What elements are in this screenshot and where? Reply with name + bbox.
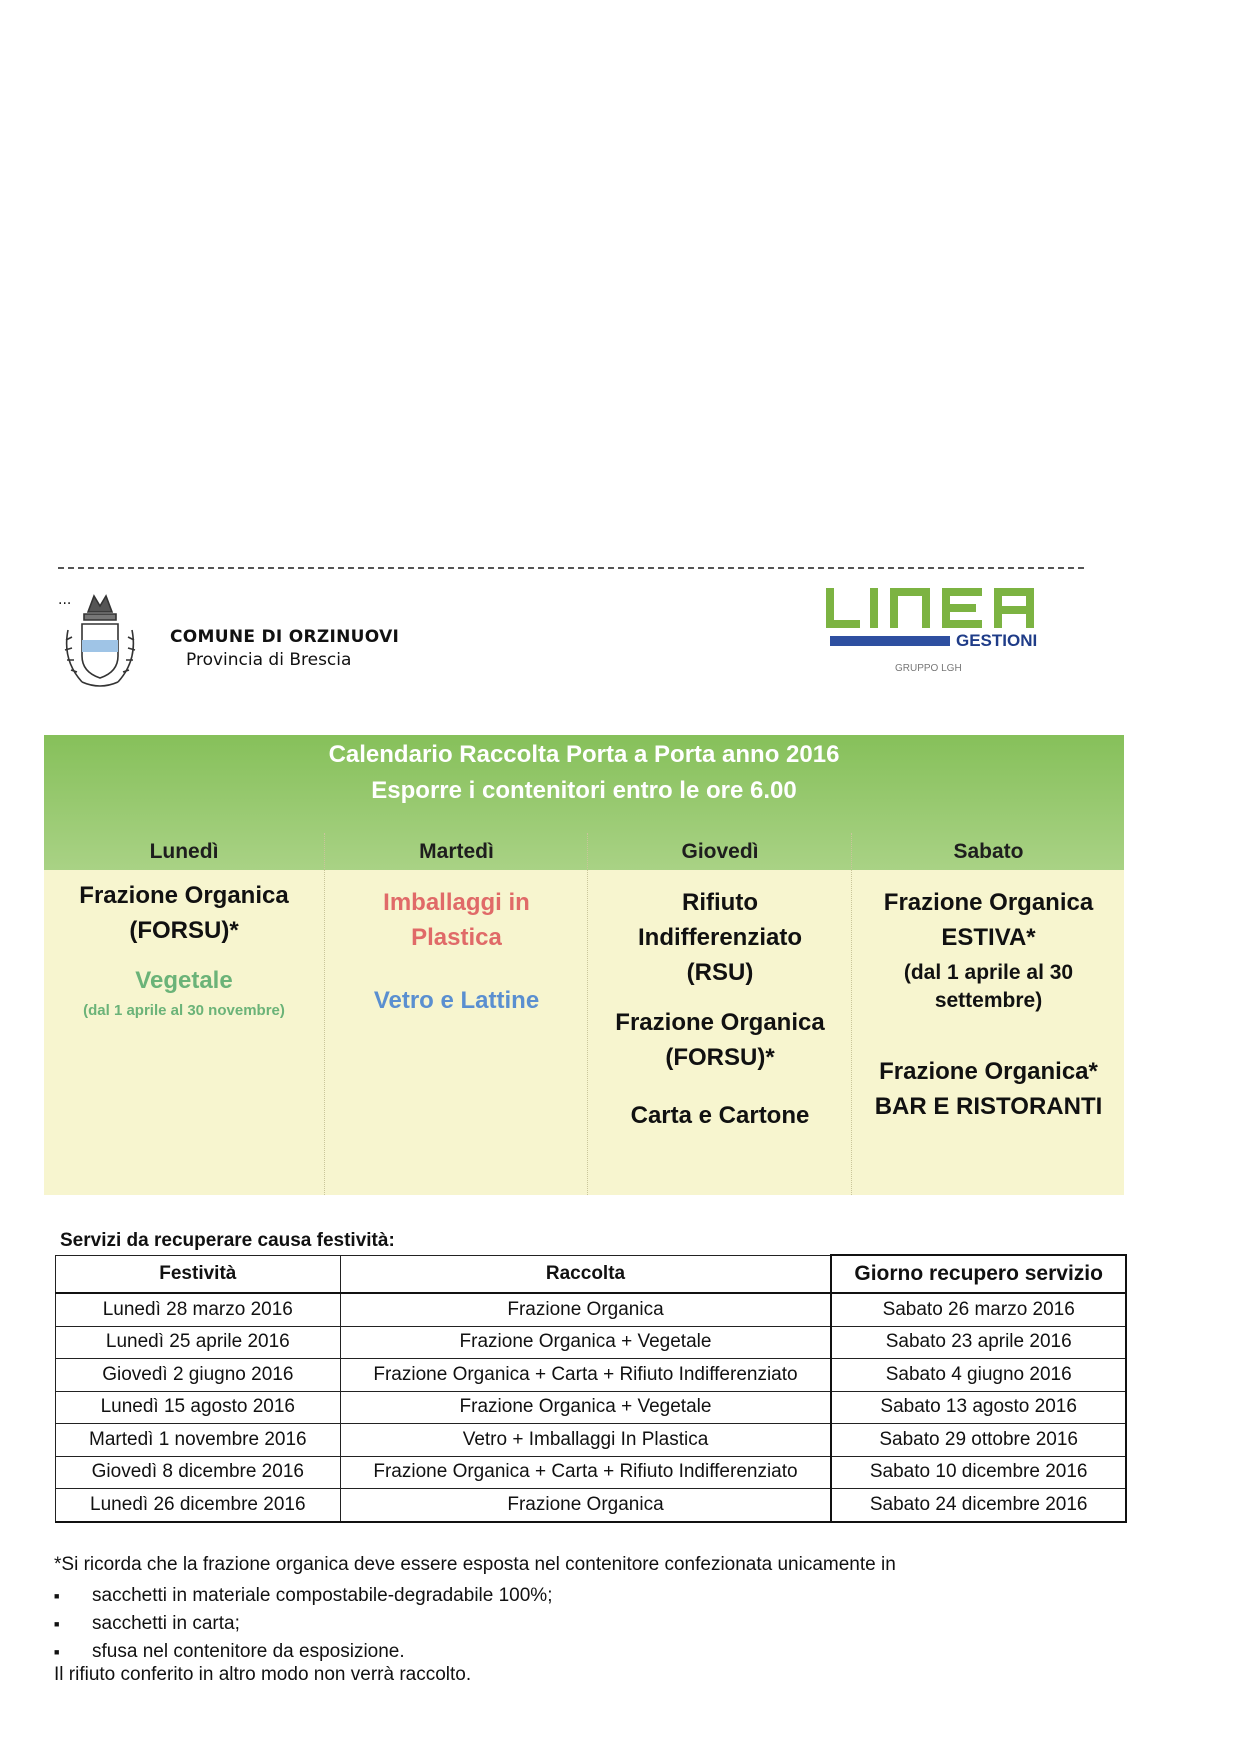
cell-festivita: Giovedì 8 dicembre 2016 — [56, 1456, 341, 1489]
item-vegetale: Vegetale — [135, 967, 233, 994]
item-imballaggi: Imballaggi in — [383, 889, 530, 916]
table-row — [56, 1293, 1127, 1326]
column-martedi — [324, 833, 588, 1195]
municipal-crest-icon — [58, 590, 142, 694]
note-final: Il rifiuto conferito in altro modo non verrà raccolto. — [54, 1664, 472, 1685]
table-row — [56, 1489, 1127, 1522]
day-label: Sabato — [953, 840, 1024, 863]
table-row — [56, 1359, 1127, 1392]
provincia-name: Provincia di Brescia — [186, 650, 352, 670]
item-frazione-organica: Frazione Organica — [883, 889, 1094, 916]
schedule-subtitle: Esporre i contenitori entro le ore 6.00 — [371, 777, 797, 804]
header-festivita: Festività — [56, 1255, 341, 1293]
table-row — [56, 1424, 1127, 1457]
cell-raccolta: Frazione Organica — [340, 1489, 831, 1522]
collection-schedule — [44, 735, 1124, 1195]
cell-raccolta: Frazione Organica + Carta + Rifiuto Indifferenziato — [340, 1456, 831, 1489]
item-forsu: (FORSU)* — [665, 1044, 775, 1071]
svg-text:GRUPPO LGH: GRUPPO LGH — [895, 663, 962, 674]
item-frazione-organica: Frazione Organica — [79, 882, 289, 909]
header-dots: ... — [58, 592, 72, 608]
list-item: ■ sacchetti in carta; — [54, 1610, 552, 1638]
cut-line — [58, 567, 1084, 569]
day-label: Giovedì — [681, 840, 759, 863]
header-giorno-recupero: Giorno recupero servizio — [831, 1255, 1126, 1293]
table-row — [56, 1326, 1127, 1359]
cell-recupero: Sabato 24 dicembre 2016 — [831, 1489, 1126, 1522]
item-indifferenziato: Indifferenziato — [637, 924, 802, 951]
cell-festivita: Lunedì 28 marzo 2016 — [56, 1293, 341, 1326]
item-estiva-period: (dal 1 aprile al 30 — [903, 961, 1074, 984]
cell-festivita: Lunedì 15 agosto 2016 — [56, 1391, 341, 1424]
cell-recupero: Sabato 4 giugno 2016 — [831, 1359, 1126, 1392]
item-carta-cartone: Carta e Cartone — [630, 1102, 810, 1129]
table-header-row — [56, 1255, 1127, 1293]
day-label: Martedì — [419, 840, 494, 863]
recovery-table — [55, 1254, 1127, 1523]
cell-recupero: Sabato 13 agosto 2016 — [831, 1391, 1126, 1424]
list-item: ■ sfusa nel contenitore da esposizione. — [54, 1638, 552, 1666]
cell-recupero: Sabato 10 dicembre 2016 — [831, 1456, 1126, 1489]
day-label: Lunedì — [149, 840, 219, 863]
cell-festivita: Martedì 1 novembre 2016 — [56, 1424, 341, 1457]
cell-festivita: Lunedì 25 aprile 2016 — [56, 1326, 341, 1359]
note-bullet-list — [54, 1582, 552, 1666]
column-lunedi — [44, 833, 324, 1195]
cell-festivita: Giovedì 2 giugno 2016 — [56, 1359, 341, 1392]
cell-recupero: Sabato 23 aprile 2016 — [831, 1326, 1126, 1359]
table-row — [56, 1456, 1127, 1489]
item-frazione-organica-bar: Frazione Organica* — [879, 1058, 1098, 1085]
item-estiva-period-end: settembre) — [934, 989, 1043, 1012]
note-intro: *Si ricorda che la frazione organica deve essere esposta nel contenitore confezionata unicamente in — [54, 1554, 896, 1575]
table-row — [56, 1391, 1127, 1424]
svg-text:GESTIONI: GESTIONI — [956, 631, 1038, 650]
cell-raccolta: Frazione Organica — [340, 1293, 831, 1326]
item-bar-ristoranti: BAR E RISTORANTI — [874, 1093, 1103, 1120]
list-item: ■ sacchetti in materiale compostabile-degradabile 100%; — [54, 1582, 552, 1610]
linea-gestioni-logo — [820, 582, 1090, 682]
item-estiva: ESTIVA* — [941, 924, 1036, 951]
cell-raccolta: Frazione Organica + Vegetale — [340, 1391, 831, 1424]
cell-raccolta: Frazione Organica + Carta + Rifiuto Indifferenziato — [340, 1359, 831, 1392]
item-plastica: Plastica — [411, 924, 502, 951]
item-rifiuto: Rifiuto — [682, 889, 758, 916]
column-sabato — [851, 833, 1125, 1195]
item-forsu: (FORSU)* — [129, 917, 239, 944]
cell-recupero: Sabato 26 marzo 2016 — [831, 1293, 1126, 1326]
cell-recupero: Sabato 29 ottobre 2016 — [831, 1424, 1126, 1457]
item-vegetale-period: (dal 1 aprile al 30 novembre) — [83, 1002, 285, 1019]
cell-raccolta: Vetro + Imballaggi In Plastica — [340, 1424, 831, 1457]
comune-name: COMUNE DI ORZINUOVI — [170, 627, 400, 647]
item-frazione-organica: Frazione Organica — [615, 1009, 825, 1036]
column-giovedi — [587, 833, 852, 1195]
schedule-title: Calendario Raccolta Porta a Porta anno 2016 — [328, 741, 840, 768]
item-rsu: (RSU) — [686, 959, 754, 986]
header-raccolta: Raccolta — [340, 1255, 831, 1293]
item-vetro-lattine: Vetro e Lattine — [373, 987, 540, 1014]
cell-raccolta: Frazione Organica + Vegetale — [340, 1326, 831, 1359]
recovery-title: Servizi da recuperare causa festività: — [60, 1230, 395, 1251]
cell-festivita: Lunedì 26 dicembre 2016 — [56, 1489, 341, 1522]
